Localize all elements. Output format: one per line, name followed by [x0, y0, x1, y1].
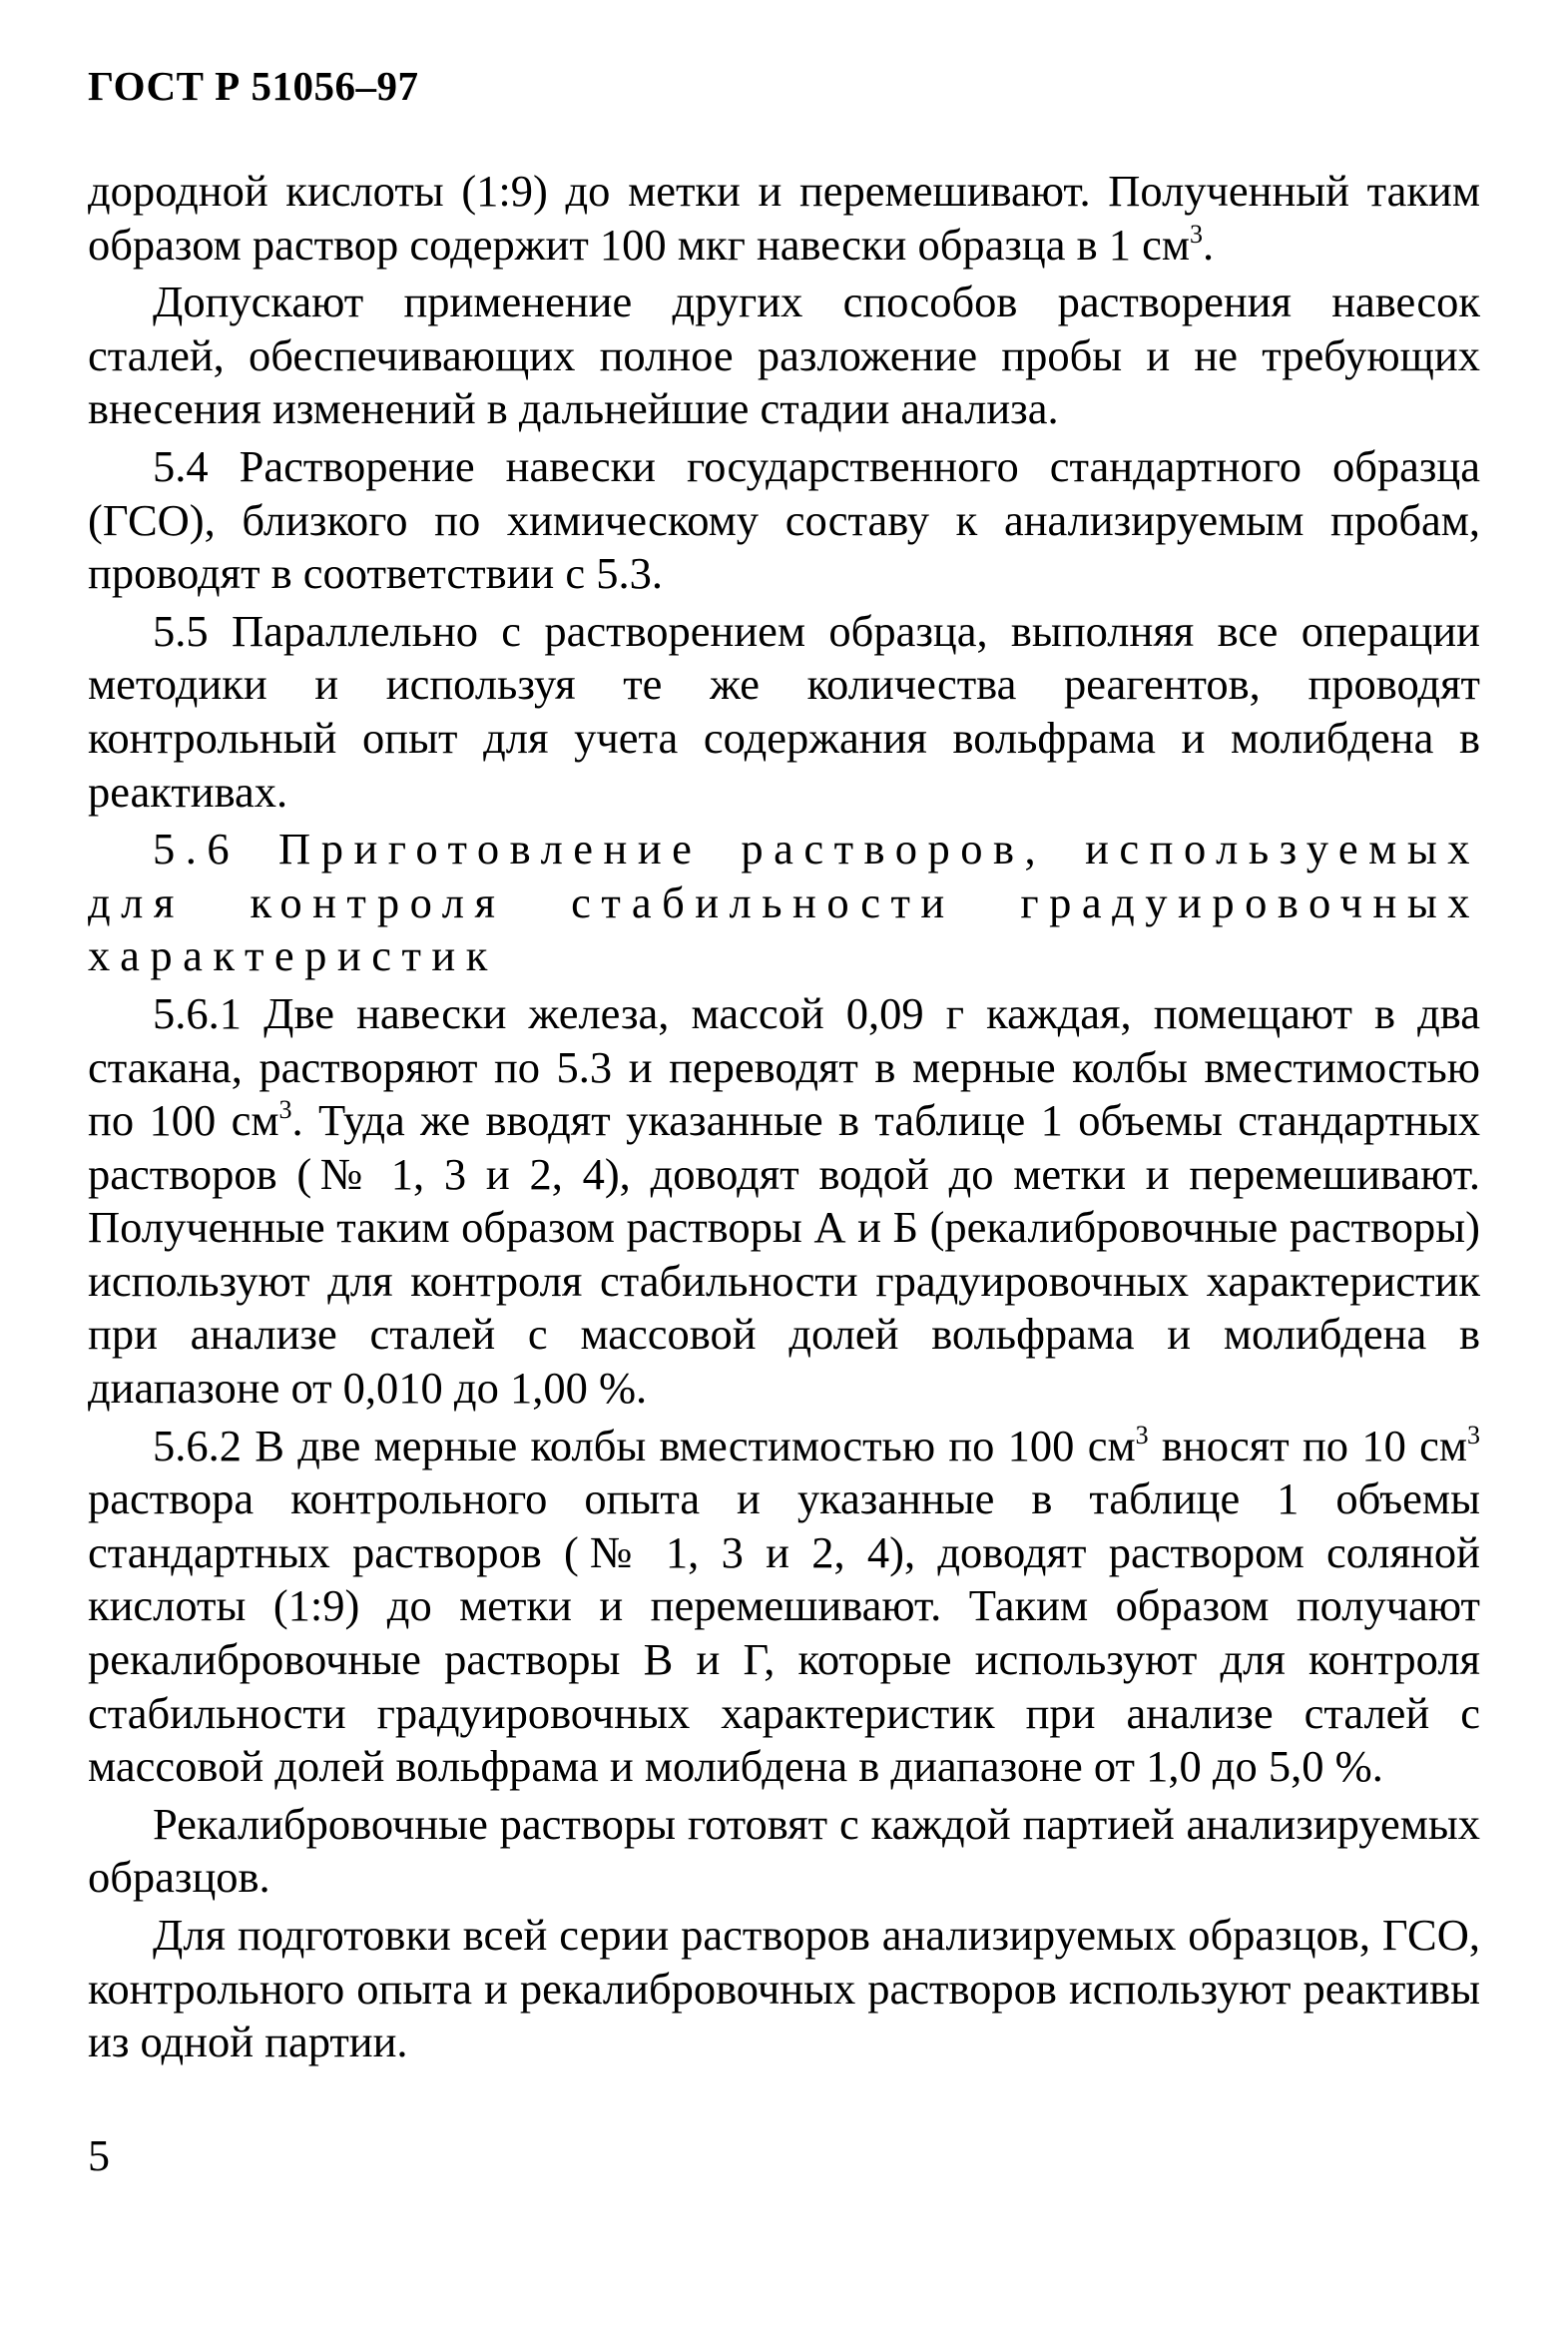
paragraph-5-4: 5.4 Растворение навески государственного стандартного образца (ГСО), близкого по химическому составу к анализируемым пробам, проводят в соответствии с 5.3.	[88, 440, 1480, 599]
document-header: ГОСТ Р 51056–97	[88, 63, 419, 109]
page-number: 5	[88, 2131, 110, 2180]
paragraph-reagents: Для подготовки всей серии растворов анализируемых образцов, ГСО, контрольного опыта и рекалибровочных растворов используют реактивы из одной партии.	[88, 1910, 1480, 2067]
superscript: 3	[278, 1095, 292, 1125]
section-heading-text: 5.6 Приготовление растворов, используемых для контроля стабильности градуировочных характеристик	[88, 824, 1480, 981]
paragraph-tail: .	[1203, 219, 1215, 270]
paragraph-5-6-1	[88, 987, 1480, 1416]
paragraph-text: вносят по 10 см	[1148, 1420, 1467, 1470]
paragraph-5-5: 5.5 Параллельно с растворением образца, выполняя все операции методики и используя те же количества реагентов, проводят контрольный опыт для учета содержания вольфрама и молибдена в реактивах.	[88, 605, 1480, 817]
paragraph-text: 5.6.2 В две мерные колбы вместимостью по 100 см	[153, 1420, 1136, 1470]
section-heading-5-6	[88, 823, 1480, 983]
paragraph-continuation	[88, 165, 1480, 272]
paragraph-text: 5.6.1 Две навески железа, массой 0,09 г каждая, помещают в два стакана, растворяют по 5.3 и переводят в мерные колбы вместимостью по 100 см	[88, 987, 1480, 1146]
document-page	[88, 0, 1480, 2327]
paragraph-recalibration: Рекалибровочные растворы готовят с каждой партией анализируемых образцов.	[88, 1798, 1480, 1903]
paragraph-methods-note: Допускают применение других способов растворения навесок сталей, обеспечивающих полное разложение пробы и не требующих внесения изменений в дальнейшие стадии анализа.	[88, 277, 1480, 434]
document-body	[88, 165, 1480, 2069]
superscript: 3	[1190, 219, 1204, 249]
paragraph-text: дородной кислоты (1:9) до метки и перемешивают. Полученный таким образом раствор содержит 100 мкг навески образца в 1 см	[88, 166, 1480, 270]
superscript: 3	[1467, 1420, 1480, 1450]
superscript: 3	[1135, 1420, 1149, 1450]
paragraph-text: . Туда же вводят указанные в таблице 1 объемы стандартных растворов (№ 1, 3 и 2, 4), доводят водой до метки и перемешивают. Полученные таким образом растворы А и Б (рекалибровочные растворы) используют для контроля стабильности градуировочных характеристик при анализе сталей с массовой долей вольфрама и молибдена в диапазоне от 0,010 до 1,00 %.	[88, 1095, 1480, 1414]
paragraph-text: раствора контрольного опыта и указанные в таблице 1 объемы стандартных растворов (№ 1, 3 и 2, 4), доводят раствором соляной кислоты (1:9) до метки и перемешивают. Таким образом получают рекалибровочные растворы В и Г, которые используют для контроля стабильности градуировочных характеристик при анализе сталей с массовой долей вольфрама и молибдена в диапазоне от 1,0 до 5,0 %.	[88, 1473, 1480, 1792]
paragraph-5-6-2	[88, 1420, 1480, 1794]
